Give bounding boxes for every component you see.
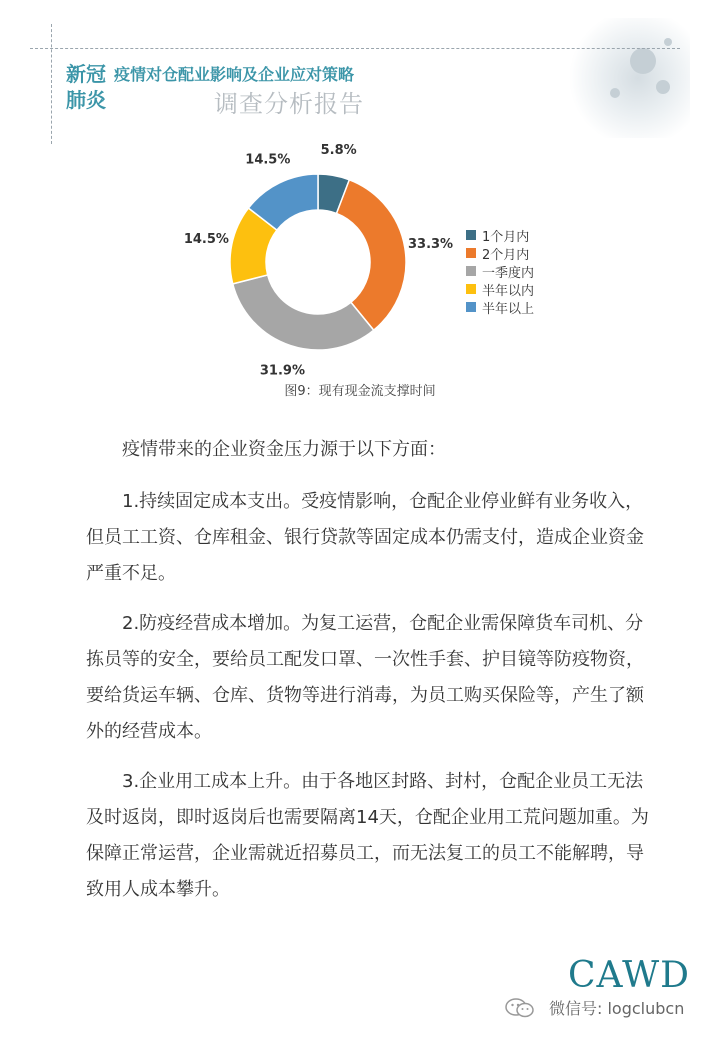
legend-label: 一季度内 xyxy=(482,265,535,281)
data-label-one-quarter: 31.9% xyxy=(259,363,305,379)
legend-item-half-year xyxy=(466,280,534,298)
legend-item-one-quarter xyxy=(466,262,534,280)
paragraph-fixed-costs: 1.持续固定成本支出。受疫情影响，仓配企业停业鲜有业务收入，但员工工资、仓库租金、银行贷款等固定成本仍需支付，造成企业资金严重不足。 xyxy=(86,491,644,584)
donut-slice-one-quarter xyxy=(233,275,374,350)
paragraph-labor-costs: 3.企业用工成本上升。由于各地区封路、封村，仓配企业员工无法及时返岗，即时返岗后也需要隔离14天，仓配企业用工荒问题加重。为保障正常运营，企业需就近招募员工，而无法复工的员工不能解聘，导致用人成本攀升。 xyxy=(86,771,649,900)
cawd-logo: CAWD xyxy=(568,955,690,996)
header-tag-line1: 新冠 xyxy=(66,62,106,86)
data-label-half-year: 14.5% xyxy=(183,231,229,247)
legend-label: 半年以内 xyxy=(482,283,535,299)
legend-swatch xyxy=(466,248,476,258)
header-vertical-dashed-line xyxy=(51,24,52,144)
wechat-icon xyxy=(505,998,535,1018)
chart-legend xyxy=(466,226,534,316)
legend-swatch xyxy=(466,266,476,276)
header-virus-decoration xyxy=(560,18,690,138)
wechat-id xyxy=(505,996,684,1019)
donut-chart xyxy=(180,142,460,379)
legend-label: 1个月内 xyxy=(482,229,530,245)
data-label-1-month: 5.8% xyxy=(320,142,357,158)
legend-swatch xyxy=(466,284,476,294)
legend-label: 半年以上 xyxy=(482,301,535,317)
wechat-label: 微信号: logclubcn xyxy=(549,999,685,1018)
header-dashed-line xyxy=(30,48,680,49)
header-title: 疫情对仓配业影响及企业应对策略 xyxy=(114,65,355,84)
legend-item-over-half-year xyxy=(466,298,534,316)
header-subtitle: 调查分析报告 xyxy=(214,90,364,118)
data-label-2-months: 33.3% xyxy=(407,236,454,252)
legend-item-1-month xyxy=(466,226,534,244)
header-tag-line2: 肺炎 xyxy=(66,88,106,112)
intro-paragraph: 疫情带来的企业资金压力源于以下方面： xyxy=(122,439,446,460)
data-label-over-half-year: 14.5% xyxy=(245,152,291,168)
figure-caption: 图9：现有现金流支撑时间 xyxy=(284,384,436,399)
legend-item-2-months xyxy=(466,244,534,262)
legend-label: 2个月内 xyxy=(482,247,530,263)
legend-swatch xyxy=(466,302,476,312)
paragraph-epidemic-costs: 2.防疫经营成本增加。为复工运营，仓配企业需保障货车司机、分拣员等的安全，要给员工配发口罩、一次性手套、护目镜等防疫物资，要给货运车辆、仓库、货物等进行消毒，为员工购买保险等，产生了额外的经营成本。 xyxy=(86,613,644,742)
legend-swatch xyxy=(466,230,476,240)
